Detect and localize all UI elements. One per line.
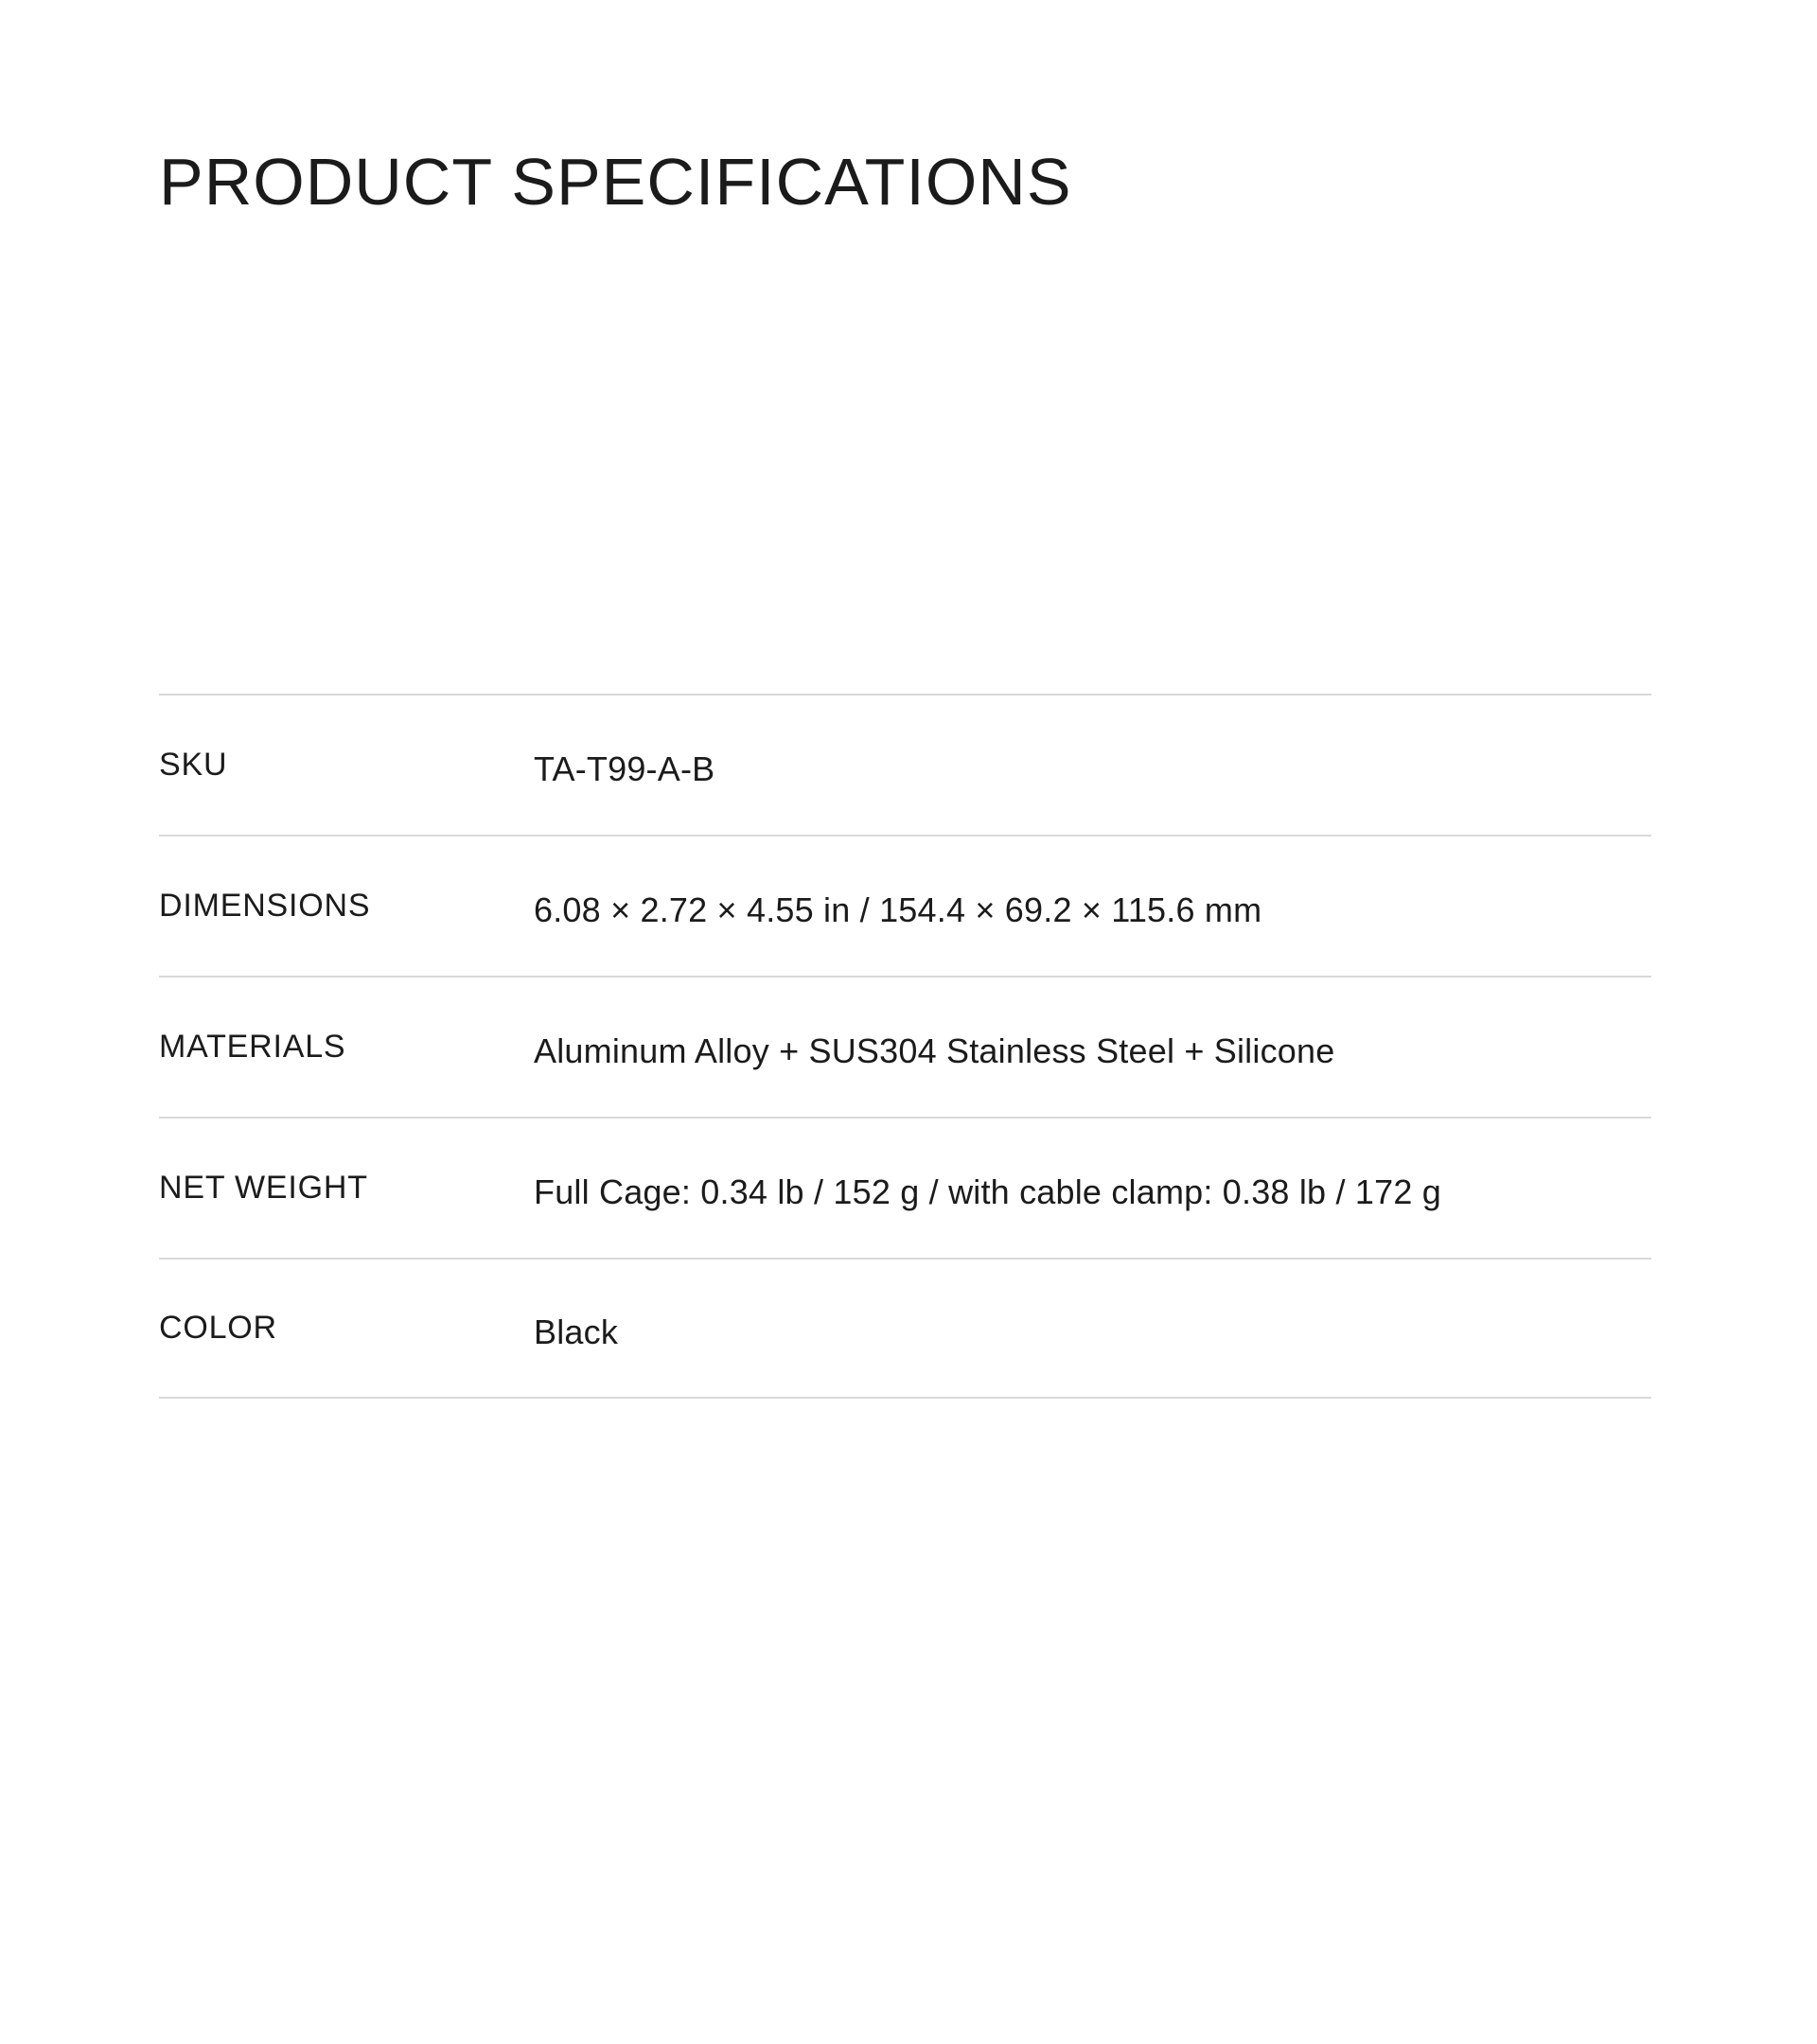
table-row-dimensions — [159, 835, 1651, 976]
spec-label-sku: SKU — [159, 746, 228, 783]
spec-label-materials: MATERIALS — [159, 1028, 346, 1065]
spec-value-dimensions: 6.08 × 2.72 × 4.55 in / 154.4 × 69.2 × 115.6 mm — [534, 890, 1262, 929]
page-title: PRODUCT SPECIFICATIONS — [159, 145, 1072, 219]
table-row-color — [159, 1258, 1651, 1399]
spec-sheet — [159, 0, 1651, 1399]
table-row-net-weight — [159, 1117, 1651, 1258]
spec-table — [159, 694, 1651, 1399]
spec-label-dimensions: DIMENSIONS — [159, 887, 371, 924]
spec-label-color: COLOR — [159, 1309, 277, 1346]
table-row-sku — [159, 694, 1651, 835]
table-row-materials — [159, 976, 1651, 1117]
spec-value-color: Black — [534, 1313, 619, 1351]
spec-value-sku: TA-T99-A-B — [534, 749, 715, 788]
spec-value-materials: Aluminum Alloy + SUS304 Stainless Steel + Silicone — [534, 1031, 1335, 1070]
spec-label-net-weight: NET WEIGHT — [159, 1169, 368, 1206]
spec-value-net-weight: Full Cage: 0.34 lb / 152 g / with cable clamp: 0.38 lb / 172 g — [534, 1172, 1441, 1211]
